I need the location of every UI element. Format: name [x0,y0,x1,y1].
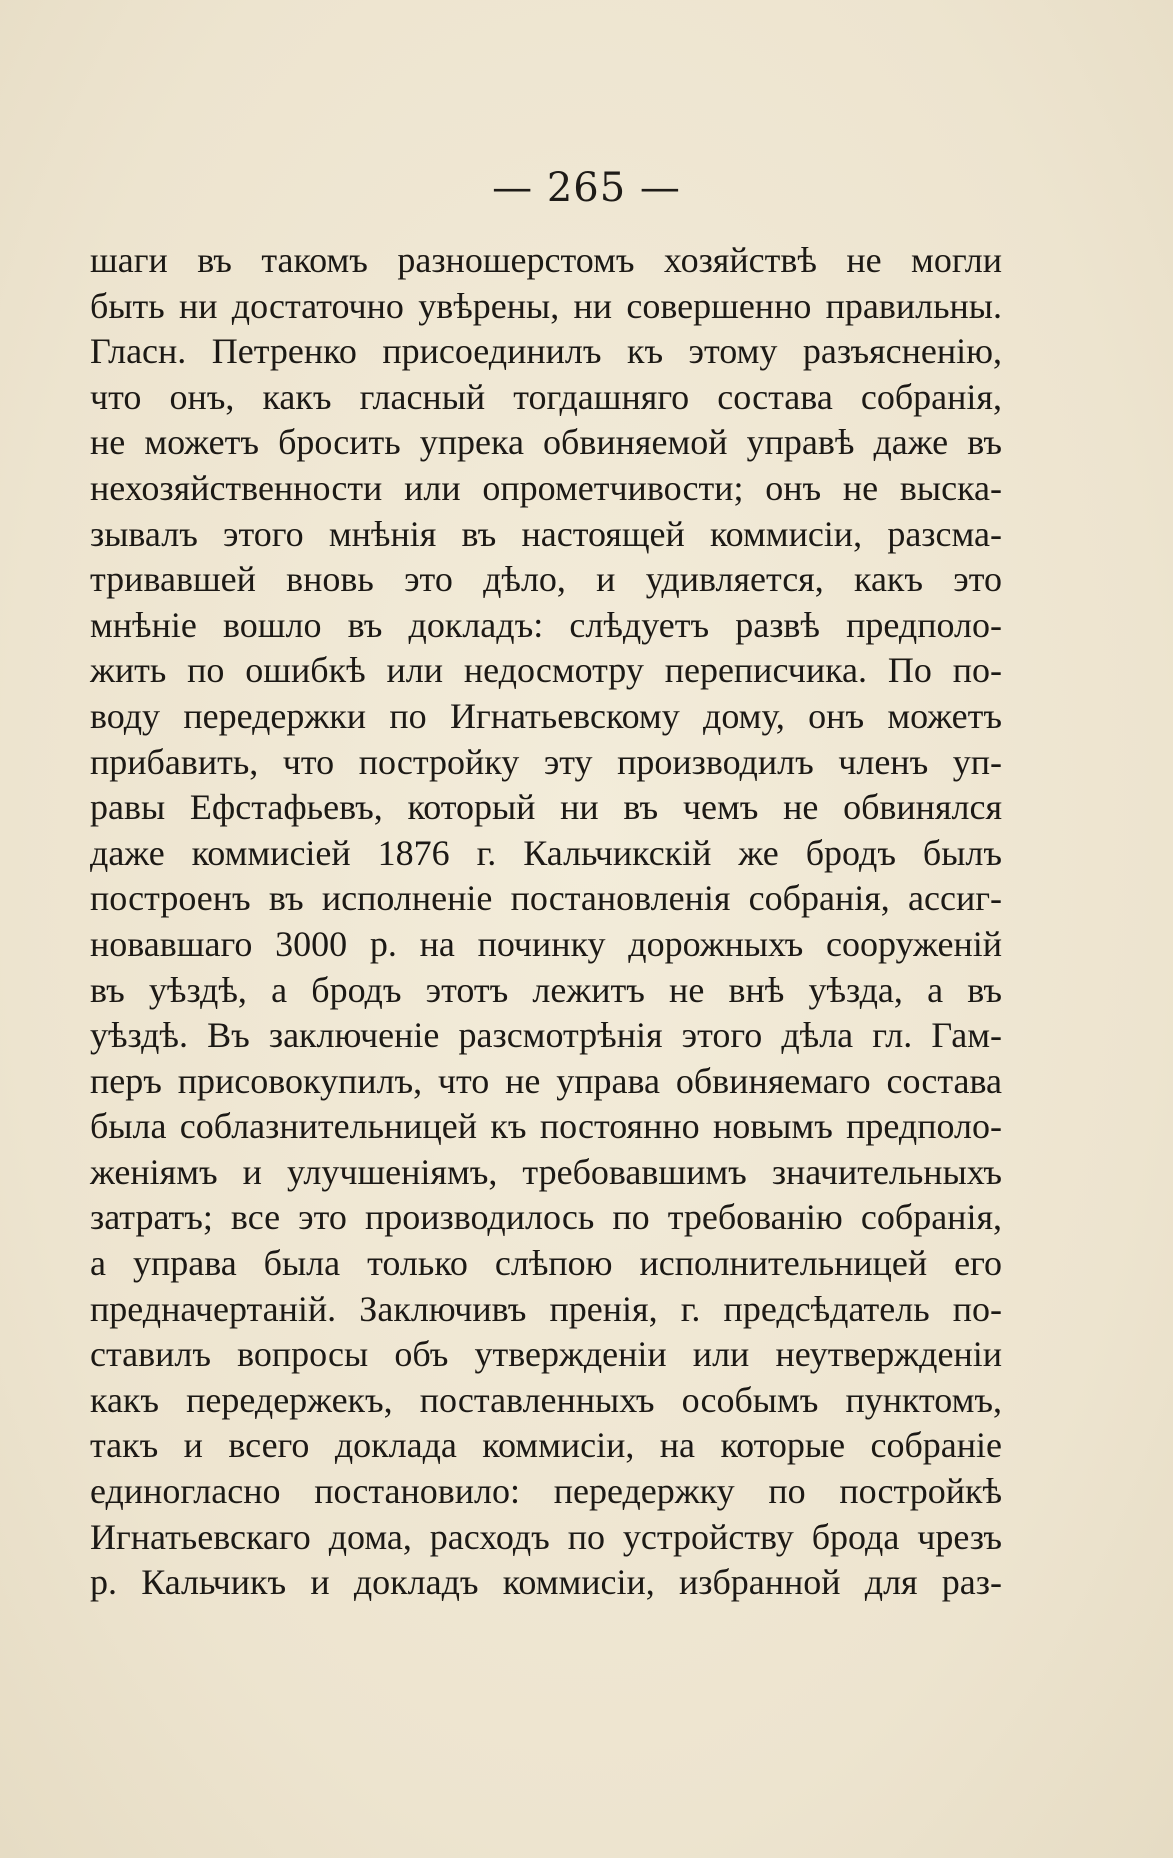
text-line: женіямъ и улучшеніямъ, требовавшимъ значительныхъ [90,1151,1002,1192]
text-line: не можетъ бросить упрека обвиняемой управѣ даже въ [90,422,1002,463]
text-line: въ уѣздѣ, а бродъ этотъ лежитъ не внѣ уѣзда, а въ [90,969,1002,1010]
page-number: — 265 — [492,165,681,211]
text-line: шаги въ такомъ разношерстомъ хозяйствѣ не могли [90,240,1002,280]
text-line: затратъ; все это производилось по требованію собранія, [90,1197,1002,1238]
text-line: Игнатьевскаго дома, расходъ по устройству брода чрезъ [90,1516,1002,1557]
text-line: ставилъ вопросы объ утвержденіи или неутвержденіи [90,1334,1002,1375]
text-line: р. Кальчикъ и докладъ коммисіи, избранной для раз- [90,1562,1002,1603]
text-line: а управа была только слѣпою исполнительницей его [90,1243,1002,1284]
text-line: Гласн. Петренко присоединилъ къ этому разъясненію, [90,331,1002,372]
text-line: жить по ошибкѣ или недосмотру переписчика. По по- [90,650,1002,691]
text-line: даже коммисіей 1876 г. Кальчикскій же бродъ былъ [90,832,1002,873]
text-line: предначертаній. Заключивъ пренія, г. предсѣдатель по- [90,1288,1002,1329]
text-line: прибавить, что постройку эту производилъ членъ уп- [90,741,1002,782]
text-line: такъ и всего доклада коммисіи, на которые собраніе [90,1425,1002,1466]
text-line: мнѣніе вошло въ докладъ: слѣдуетъ развѣ предполо- [90,604,1002,645]
text-line: воду передержки по Игнатьевскому дому, онъ можетъ [90,695,1002,736]
text-line: тривавшей вновь это дѣло, и удивляется, какъ это [90,559,1002,600]
text-line: единогласно постановило: передержку по постройкѣ [90,1471,1002,1512]
text-line: была соблазнительницей къ постоянно новымъ предполо- [90,1106,1002,1147]
text-line: уѣздѣ. Въ заключеніе разсмотрѣнія этого дѣла гл. Гам- [90,1015,1002,1056]
text-line: нехозяйственности или опрометчивости; онъ не выска- [90,467,1002,508]
text-line: быть ни достаточно увѣрены, ни совершенно правильны. [90,285,1002,326]
text-line: новавшаго 3000 р. на починку дорожныхъ сооруженій [90,923,1002,964]
text-line: зывалъ этого мнѣнія въ настоящей коммисіи, разсма- [90,513,1002,554]
text-line: построенъ въ исполненіе постановленія собранія, ассиг- [90,878,1002,919]
text-line: перъ присовокупилъ, что не управа обвиняемаго состава [90,1060,1002,1101]
text-line: какъ передержекъ, поставленныхъ особымъ пунктомъ, [90,1379,1002,1420]
text-line: что онъ, какъ гласный тогдашняго состава собранія, [90,376,1002,417]
body-text [90,238,1002,1606]
text-line: равы Ефстафьевъ, который ни въ чемъ не обвинялся [90,787,1002,828]
